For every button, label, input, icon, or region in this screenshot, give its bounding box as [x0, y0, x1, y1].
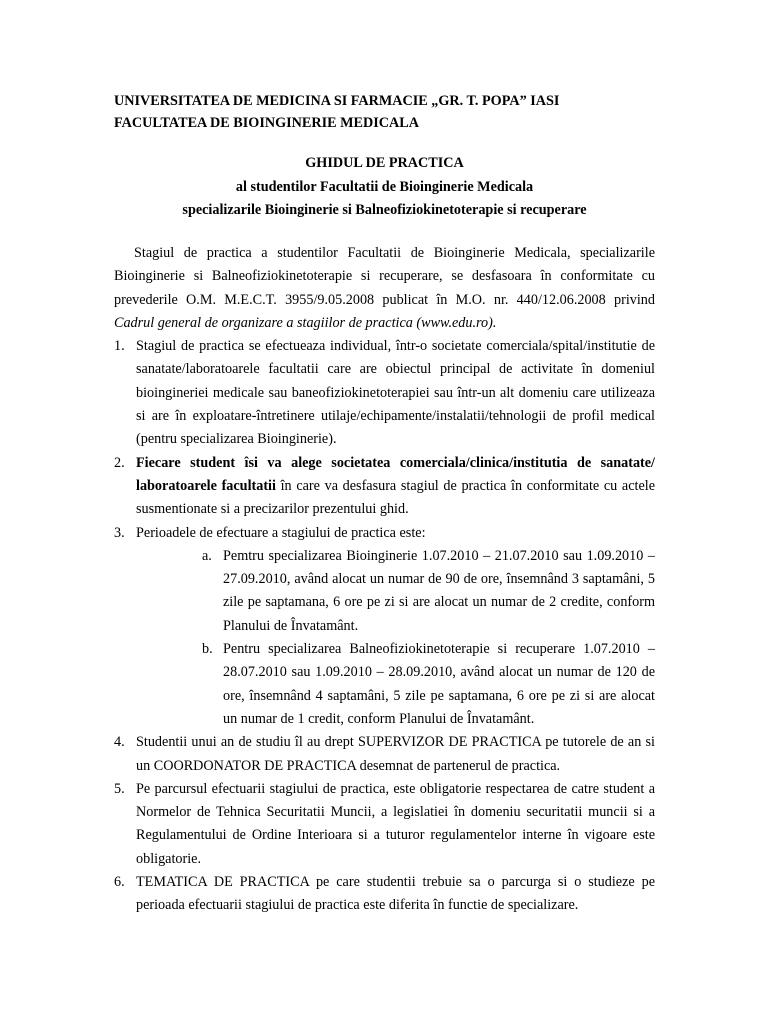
list-item-number: 5.	[114, 780, 125, 797]
document-subtitle-2: specializarile Bioinginerie si Balneofiziokinetoterapie si recuperare	[182, 202, 587, 218]
list-item-number: 2.	[114, 454, 125, 471]
list-item-text: Studentii unui an de studiu îl au drept SUPERVIZOR DE PRACTICA pe tutorele de an si un COORDONATOR DE PRACTICA desemnat de partenerul de practica.	[136, 734, 655, 774]
list-item-text: în care va desfasura stagiul de practica în conformitate cu actele susmentionate si a precizarilor prezentului ghid.	[136, 477, 655, 518]
intro-paragraph	[114, 242, 655, 335]
intro-italic-reference: Cadrul general de organizare a stagiilor de practica (www.edu.ro).	[114, 314, 497, 331]
list-item-text: TEMATICA DE PRACTICA pe care studentii trebuie sa o parcurga si o studieze pe perioada efectuarii stagiului de practica este diferita în functie de specializare.	[136, 874, 655, 914]
list-item-number: 4.	[114, 734, 125, 751]
faculty-name: FACULTATEA DE BIOINGINERIE MEDICALA	[114, 115, 419, 131]
intro-text: Stagiul de practica a studentilor Facultatii de Bioinginerie Medicala, specializarile Bioinginerie si Balneofiziokinetoterapie si recuperare, se desfasoara în conformitate cu prevederile O.M. M.E.C.T. 3955/9.05.2008 publicat în M.O. nr. 440/12.06.2008 privind	[114, 245, 655, 308]
list-item-text: Perioadele de efectuare a stagiului de practica este:	[136, 524, 426, 541]
title-block	[114, 152, 655, 223]
list-item-5	[114, 778, 655, 871]
sub-item-letter: a.	[202, 547, 212, 564]
list-item-3	[114, 522, 655, 732]
list-item-bold-text: Fiecare student îsi va alege societatea comerciala/clinica/institutia de sanatate/ laboratoarele facultatii	[136, 454, 655, 494]
sub-item-b	[202, 638, 655, 731]
list-item-number: 1.	[114, 338, 125, 355]
list-item-2	[114, 452, 655, 522]
sub-item-text: Pentru specializarea Balneofiziokinetoterapie si recuperare 1.07.2010 – 28.07.2010 sau 1.09.2010 – 28.09.2010, având alocat un numar de 120 de ore, însemnând 4 saptamâni, 5 zile pe saptamana, 6 ore pe zi si are alocat un numar de 1 credit, conform Planului de Învatamânt.	[223, 641, 655, 727]
document-subtitle-1: al studentilor Facultatii de Bioinginerie Medicala	[235, 178, 534, 195]
university-name: UNIVERSITATEA DE MEDICINA SI FARMACIE „GR. T. POPA” IASI	[114, 93, 560, 109]
list-item-number: 6.	[114, 874, 125, 891]
numbered-list	[114, 335, 655, 917]
sub-list	[136, 545, 655, 731]
document-header	[114, 90, 674, 134]
document-body	[114, 242, 655, 918]
document-title: GHIDUL DE PRACTICA	[305, 155, 464, 171]
list-item-6	[114, 871, 655, 918]
sub-item-text: Pemtru specializarea Bioinginerie 1.07.2010 – 21.07.2010 sau 1.09.2010 – 27.09.2010, având alocat un numar de 90 de ore, însemnând 3 saptamâni, 5 zile pe saptamana, 6 ore pe zi si are alocat un numar de 2 credite, conform Planului de Învatamânt.	[223, 547, 655, 634]
sub-item-letter: b.	[202, 641, 213, 658]
list-item-text: Stagiul de practica se efectueaza individual, într-o societate comerciala/spital/institutie de sanatate/laboratoarele facultatii care are obiectul principal de activitate în domeniul bioingineriei medicale sau baneofiziokinetoterapiei sau într-un alt domeniu care utilizeaza si are în exploatare-întretinere utilaje/echipamente/instalatii/tehnologii de profil medical (pentru specializarea Bioinginerie).	[136, 338, 655, 448]
list-item-4	[114, 731, 655, 778]
list-item-text: Pe parcursul efectuarii stagiului de practica, este obligatorie respectarea de catre student a Normelor de Tehnica Securitatii Muncii, a legislatiei în domeniu securitatii muncii si a Regulamentului de Ordine Interioara si a tuturor regulamentelor interne în vigoare este obligatorie.	[136, 780, 655, 867]
list-item-1	[114, 335, 655, 451]
sub-item-a	[202, 545, 655, 638]
list-item-number: 3.	[114, 524, 125, 541]
